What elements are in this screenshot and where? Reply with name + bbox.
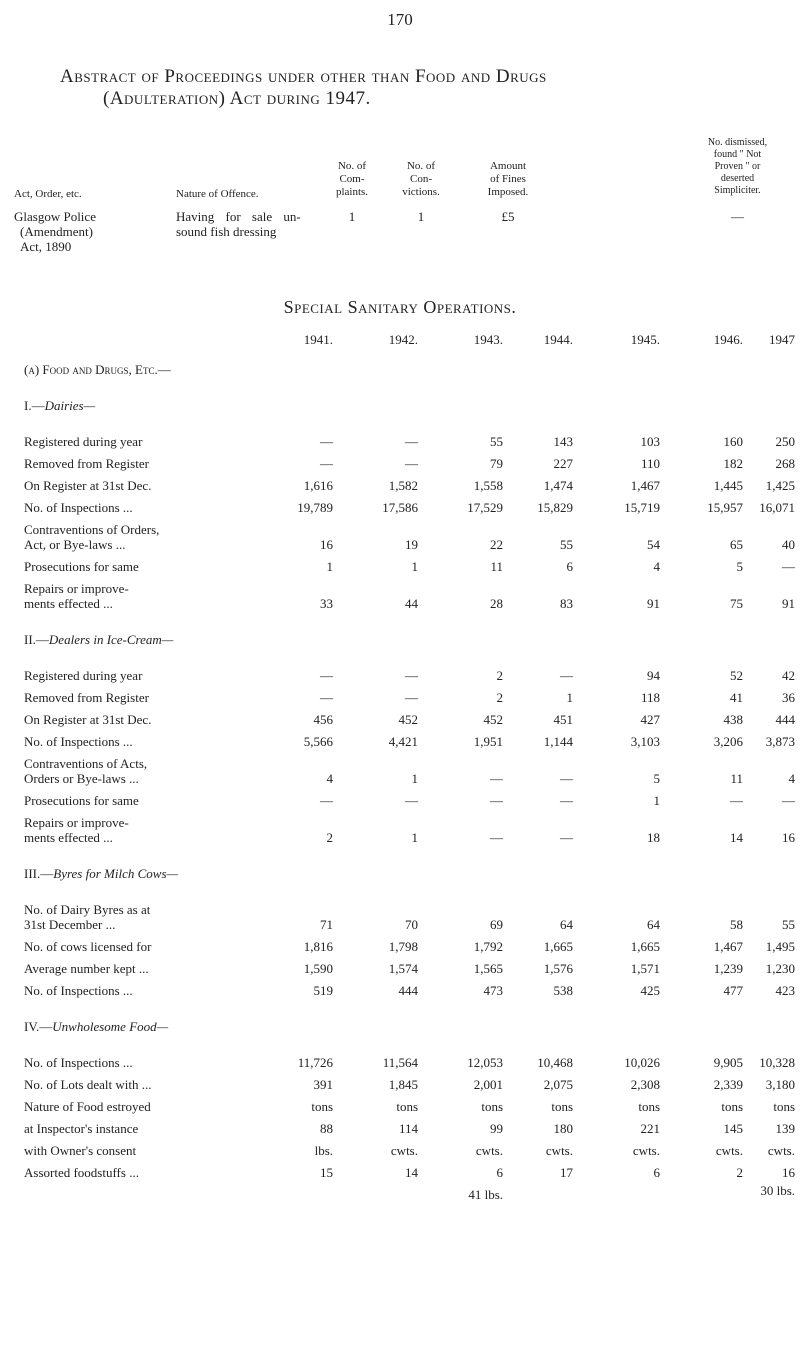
cell-value: —	[405, 456, 418, 471]
cell-value: 12,053	[467, 1055, 503, 1070]
cell-value: 103	[640, 434, 660, 449]
cell-value: 139	[775, 1121, 795, 1136]
cell-value: 2	[496, 690, 503, 705]
cell-value: 44	[405, 596, 418, 611]
cell-value: —	[490, 793, 503, 808]
section-heading-text: Dealers in Ice-Cream—	[48, 632, 174, 647]
cell-value: 4	[788, 771, 795, 786]
cell-value: 1,230	[765, 961, 795, 976]
cell-value: —	[320, 434, 333, 449]
cell-value: 1,845	[388, 1077, 418, 1092]
cell-value: —	[405, 690, 418, 705]
section-heading-number: I.—	[24, 398, 45, 413]
col-header-offence: Nature of Offence.	[176, 188, 259, 200]
row-label	[24, 734, 133, 749]
cell-value: 143	[553, 434, 573, 449]
cell-value: 182	[723, 456, 743, 471]
cell-value: 17	[560, 1165, 573, 1180]
cell-value: 451	[553, 712, 573, 727]
cell-value: 19	[405, 537, 418, 552]
row-label-line: Average number kept ...	[24, 961, 149, 976]
section-heading	[24, 866, 178, 882]
row-label-line: No. of Inspections ...	[24, 500, 133, 515]
cell-value: 1,616	[303, 478, 333, 493]
row-label	[24, 983, 133, 998]
row-label-line: ments effected ...	[24, 596, 113, 611]
row-label	[24, 690, 149, 705]
cell-value: 160	[723, 434, 743, 449]
cell-value: 1,582	[388, 478, 418, 493]
year-header: 1942.	[388, 332, 418, 347]
row-label-line: Assorted foodstuffs ...	[24, 1165, 139, 1180]
row-label-line: Repairs or improve-	[24, 581, 129, 596]
row-label	[24, 815, 129, 845]
cell-value: 11	[730, 771, 743, 786]
cell-value: 1	[411, 559, 418, 574]
cell-value: 16	[782, 830, 795, 845]
col-header-dismissed: No. dismissed, found " Not Proven " or deserted Simpliciter.	[707, 137, 768, 196]
cell-value: 118	[640, 690, 660, 705]
cell-value: 519	[313, 983, 333, 998]
col-header-fines: Amount of Fines Imposed.	[487, 160, 529, 198]
abstract-title-line1: Abstract of Proceedings under other than Food and Drugs	[60, 66, 547, 87]
row-label	[24, 1165, 139, 1180]
row-label	[24, 1077, 151, 1092]
cell-value: 6	[566, 559, 573, 574]
cell-value: 17,586	[382, 500, 418, 515]
cell-value: —	[320, 456, 333, 471]
abstract-offence: Having for sale un- sound fish dressing	[176, 209, 301, 239]
cell-value: 1,558	[473, 478, 503, 493]
cell-value: 9,905	[713, 1055, 743, 1070]
cell-value: 3,206	[713, 734, 743, 749]
cell-value: 1,467	[630, 478, 660, 493]
year-header: 1947	[769, 332, 795, 347]
cell-value: 2	[736, 1165, 743, 1180]
cell-value: 19,789	[297, 500, 333, 515]
cell-value: 16	[320, 537, 333, 552]
year-header: 1946.	[713, 332, 743, 347]
cell-value: 1,665	[543, 939, 573, 954]
cell-value: 452	[398, 712, 418, 727]
cell-value: 145	[723, 1121, 743, 1136]
row-label	[24, 902, 150, 932]
cell-value: 70	[405, 917, 418, 932]
cell-value: 423	[775, 983, 795, 998]
cell-value: 71	[320, 917, 333, 932]
cell-value: 17,529	[467, 500, 503, 515]
row-label	[24, 1143, 136, 1158]
cell-value: 83	[560, 596, 573, 611]
cell-value: 15,957	[707, 500, 743, 515]
row-label-line: No. of Inspections ...	[24, 983, 133, 998]
cell-value: 4,421	[388, 734, 418, 749]
cell-value: 54	[647, 537, 660, 552]
cell-value: tons	[311, 1099, 333, 1114]
cell-value: 2,339	[713, 1077, 743, 1092]
cell-value: 1,798	[388, 939, 418, 954]
cell-value: 10,328	[759, 1055, 795, 1070]
cell-value: 40	[782, 537, 795, 552]
cell-value: 41	[730, 690, 743, 705]
year-header: 1943.	[473, 332, 503, 347]
row-label	[24, 961, 149, 976]
cell-value: cwts.	[632, 1143, 660, 1158]
cell-value: 36	[782, 690, 795, 705]
row-label-line: No. of Inspections ...	[24, 734, 133, 749]
cell-value: 15,719	[624, 500, 660, 515]
cell-value: tons	[721, 1099, 743, 1114]
year-header: 1945.	[630, 332, 660, 347]
cell-value: —	[405, 793, 418, 808]
cell-value: 477	[723, 983, 743, 998]
row-label	[24, 1099, 151, 1114]
row-label-line: No. of Lots dealt with ...	[24, 1077, 152, 1092]
cell-value: 1	[411, 771, 418, 786]
cell-value: 14	[730, 830, 743, 845]
cell-value: 1,816	[303, 939, 333, 954]
row-label-line: On Register at 31st Dec.	[24, 712, 152, 727]
abstract-complaints: 1	[348, 209, 356, 224]
cell-value: 99	[490, 1121, 503, 1136]
row-label-line: 31st December ...	[24, 917, 116, 932]
col-header-complaints: No. of Com- plaints.	[335, 160, 369, 198]
cell-value: 1,144	[543, 734, 573, 749]
abstract-dismissed: —	[731, 209, 744, 224]
cell-value: 1,495	[765, 939, 795, 954]
col-header-convictions: No. of Con- victions.	[402, 160, 440, 198]
cell-value: 1,425	[765, 478, 795, 493]
cell-value-extra: 30 lbs.	[760, 1183, 795, 1198]
section-heading-number: II.—	[24, 632, 49, 647]
cell-value: 456	[313, 712, 333, 727]
cell-value: 58	[730, 917, 743, 932]
cell-value: 6	[653, 1165, 660, 1180]
abstract-convictions: 1	[417, 209, 425, 224]
cell-value: cwts.	[390, 1143, 418, 1158]
section-heading	[24, 1019, 168, 1035]
cell-value: tons	[481, 1099, 503, 1114]
cell-value: tons	[551, 1099, 573, 1114]
row-label-line: Repairs or improve-	[24, 815, 129, 830]
cell-value: —	[730, 793, 743, 808]
row-label-line: Registered during year	[24, 434, 143, 449]
special-operations-title: Special Sanitary Operations.	[283, 297, 517, 317]
row-label-line: Registered during year	[24, 668, 143, 683]
cell-value: 1,467	[713, 939, 743, 954]
cell-value: —	[320, 690, 333, 705]
cell-value: cwts.	[767, 1143, 795, 1158]
year-header: 1944.	[543, 332, 573, 347]
row-label-line: ments effected ...	[24, 830, 113, 845]
row-label	[24, 434, 142, 449]
cell-value: 16,071	[759, 500, 795, 515]
row-label	[24, 559, 139, 574]
cell-value: 1,590	[303, 961, 333, 976]
cell-value: 438	[723, 712, 743, 727]
year-header: 1941.	[303, 332, 333, 347]
cell-value: 1,665	[630, 939, 660, 954]
cell-value: 22	[490, 537, 503, 552]
cell-value: cwts.	[475, 1143, 503, 1158]
cell-value: 1	[566, 690, 573, 705]
cell-value: 6	[496, 1165, 503, 1180]
row-label-line: No. of Inspections ...	[24, 1055, 133, 1070]
row-label-line: Removed from Register	[24, 456, 149, 471]
cell-value: 1,474	[543, 478, 573, 493]
part-a-label: (a) Food and Drugs, Etc.—	[24, 362, 171, 377]
row-label-line: with Owner's consent	[24, 1143, 137, 1158]
cell-value: 75	[730, 596, 743, 611]
row-label	[24, 500, 133, 515]
row-label-line: Prosecutions for same	[24, 559, 139, 574]
row-label-line: Nature of Food estroyed	[24, 1099, 151, 1114]
cell-value: 33	[320, 596, 333, 611]
cell-value: 3,180	[765, 1077, 795, 1092]
cell-value: 5,566	[303, 734, 333, 749]
cell-value: —	[320, 668, 333, 683]
cell-value: 42	[782, 668, 795, 683]
cell-value: 1,565	[473, 961, 503, 976]
section-heading-number: IV.—	[24, 1019, 53, 1034]
cell-value: 55	[490, 434, 503, 449]
cell-value: 16	[782, 1165, 795, 1180]
row-label-line: No. of cows licensed for	[24, 939, 152, 954]
cell-value: 5	[653, 771, 660, 786]
cell-value: 1,574	[388, 961, 418, 976]
cell-value: lbs.	[314, 1143, 333, 1158]
cell-value: 65	[730, 537, 743, 552]
row-label	[24, 1121, 138, 1136]
cell-value: 114	[398, 1121, 418, 1136]
cell-value: 3,873	[765, 734, 795, 749]
cell-value: —	[782, 793, 795, 808]
cell-value: 452	[483, 712, 503, 727]
cell-value: —	[560, 668, 573, 683]
cell-value: 91	[647, 596, 660, 611]
cell-value: 10,468	[537, 1055, 573, 1070]
cell-value: 2	[326, 830, 333, 845]
section-heading-text: Unwholesome Food—	[52, 1019, 169, 1034]
cell-value: 444	[775, 712, 795, 727]
cell-value: —	[560, 793, 573, 808]
cell-value: 250	[775, 434, 795, 449]
cell-value: cwts.	[715, 1143, 743, 1158]
cell-value: 14	[405, 1165, 418, 1180]
cell-value: 2,075	[543, 1077, 573, 1092]
cell-value: 444	[398, 983, 418, 998]
cell-value: 391	[313, 1077, 333, 1092]
cell-value: tons	[396, 1099, 418, 1114]
cell-value: tons	[638, 1099, 660, 1114]
cell-value: —	[490, 771, 503, 786]
cell-value: 221	[640, 1121, 660, 1136]
cell-value: 2,001	[473, 1077, 503, 1092]
row-label	[24, 712, 151, 727]
cell-value: 268	[775, 456, 795, 471]
cell-value: 227	[553, 456, 573, 471]
cell-value: 55	[560, 537, 573, 552]
cell-value: 5	[736, 559, 743, 574]
abstract-title-line2: (Adulteration) Act during 1947.	[103, 88, 371, 109]
cell-value: 28	[490, 596, 503, 611]
cell-value: 64	[647, 917, 660, 932]
row-label-line: Orders or Bye-laws ...	[24, 771, 139, 786]
cell-value: 1	[653, 793, 660, 808]
cell-value: 180	[553, 1121, 573, 1136]
cell-value: 10,026	[624, 1055, 660, 1070]
cell-value: 52	[730, 668, 743, 683]
cell-value: 69	[490, 917, 503, 932]
cell-value: 15	[320, 1165, 333, 1180]
cell-value: —	[490, 830, 503, 845]
cell-value: 15,829	[537, 500, 573, 515]
cell-value: —	[782, 559, 795, 574]
row-label-line: Removed from Register	[24, 690, 149, 705]
cell-value: 2,308	[630, 1077, 660, 1092]
section-heading	[24, 398, 95, 414]
cell-value: 88	[320, 1121, 333, 1136]
cell-value: —	[560, 771, 573, 786]
cell-value: 427	[640, 712, 660, 727]
cell-value: 1,792	[473, 939, 503, 954]
page-number: 170	[387, 10, 413, 29]
cell-value: 18	[647, 830, 660, 845]
cell-value: 2	[496, 668, 503, 683]
cell-value: 1,951	[473, 734, 503, 749]
abstract-fines: £5	[501, 209, 515, 224]
cell-value: 55	[782, 917, 795, 932]
cell-value: 4	[326, 771, 333, 786]
row-label	[24, 581, 129, 611]
cell-value: 1	[411, 830, 418, 845]
cell-value: 3,103	[630, 734, 660, 749]
cell-value: 538	[553, 983, 573, 998]
col-header-act: Act, Order, etc.	[14, 188, 82, 200]
cell-value: 11,726	[297, 1055, 333, 1070]
cell-value: 79	[490, 456, 503, 471]
cell-value: 1	[326, 559, 333, 574]
cell-value: 64	[560, 917, 573, 932]
row-label	[24, 668, 142, 683]
cell-value: 110	[640, 456, 660, 471]
cell-value: 11,564	[382, 1055, 418, 1070]
row-label	[24, 939, 151, 954]
cell-value: —	[320, 793, 333, 808]
cell-value: 91	[782, 596, 795, 611]
row-label-line: at Inspector's instance	[24, 1121, 139, 1136]
section-heading-text: Dairies—	[44, 398, 96, 413]
row-label	[24, 522, 159, 552]
cell-value: 4	[653, 559, 660, 574]
cell-value: 425	[640, 983, 660, 998]
row-label-line: Contraventions of Acts,	[24, 756, 148, 771]
cell-value: 1,239	[713, 961, 743, 976]
row-label	[24, 456, 149, 471]
row-label-line: Act, or Bye-laws ...	[24, 537, 126, 552]
section-heading-number: III.—	[24, 866, 54, 881]
row-label	[24, 756, 147, 786]
cell-value: 1,576	[543, 961, 573, 976]
cell-value-extra: 41 lbs.	[468, 1187, 503, 1202]
cell-value: —	[405, 668, 418, 683]
row-label-line: On Register at 31st Dec.	[24, 478, 152, 493]
cell-value: 11	[490, 559, 503, 574]
row-label-line: Prosecutions for same	[24, 793, 139, 808]
cell-value: —	[560, 830, 573, 845]
cell-value: cwts.	[545, 1143, 573, 1158]
cell-value: 1,445	[713, 478, 743, 493]
abstract-act: Glasgow Police (Amendment) Act, 1890	[14, 209, 96, 254]
section-heading-text: Byres for Milch Cows—	[53, 866, 179, 881]
cell-value: tons	[773, 1099, 795, 1114]
row-label-line: Contraventions of Orders,	[24, 522, 160, 537]
cell-value: —	[405, 434, 418, 449]
row-label	[24, 793, 139, 808]
row-label-line: No. of Dairy Byres as at	[24, 902, 151, 917]
cell-value: 473	[483, 983, 503, 998]
row-label	[24, 478, 151, 493]
cell-value: 94	[647, 668, 660, 683]
section-heading	[24, 632, 173, 648]
cell-value: 1,571	[630, 961, 660, 976]
row-label	[24, 1055, 133, 1070]
